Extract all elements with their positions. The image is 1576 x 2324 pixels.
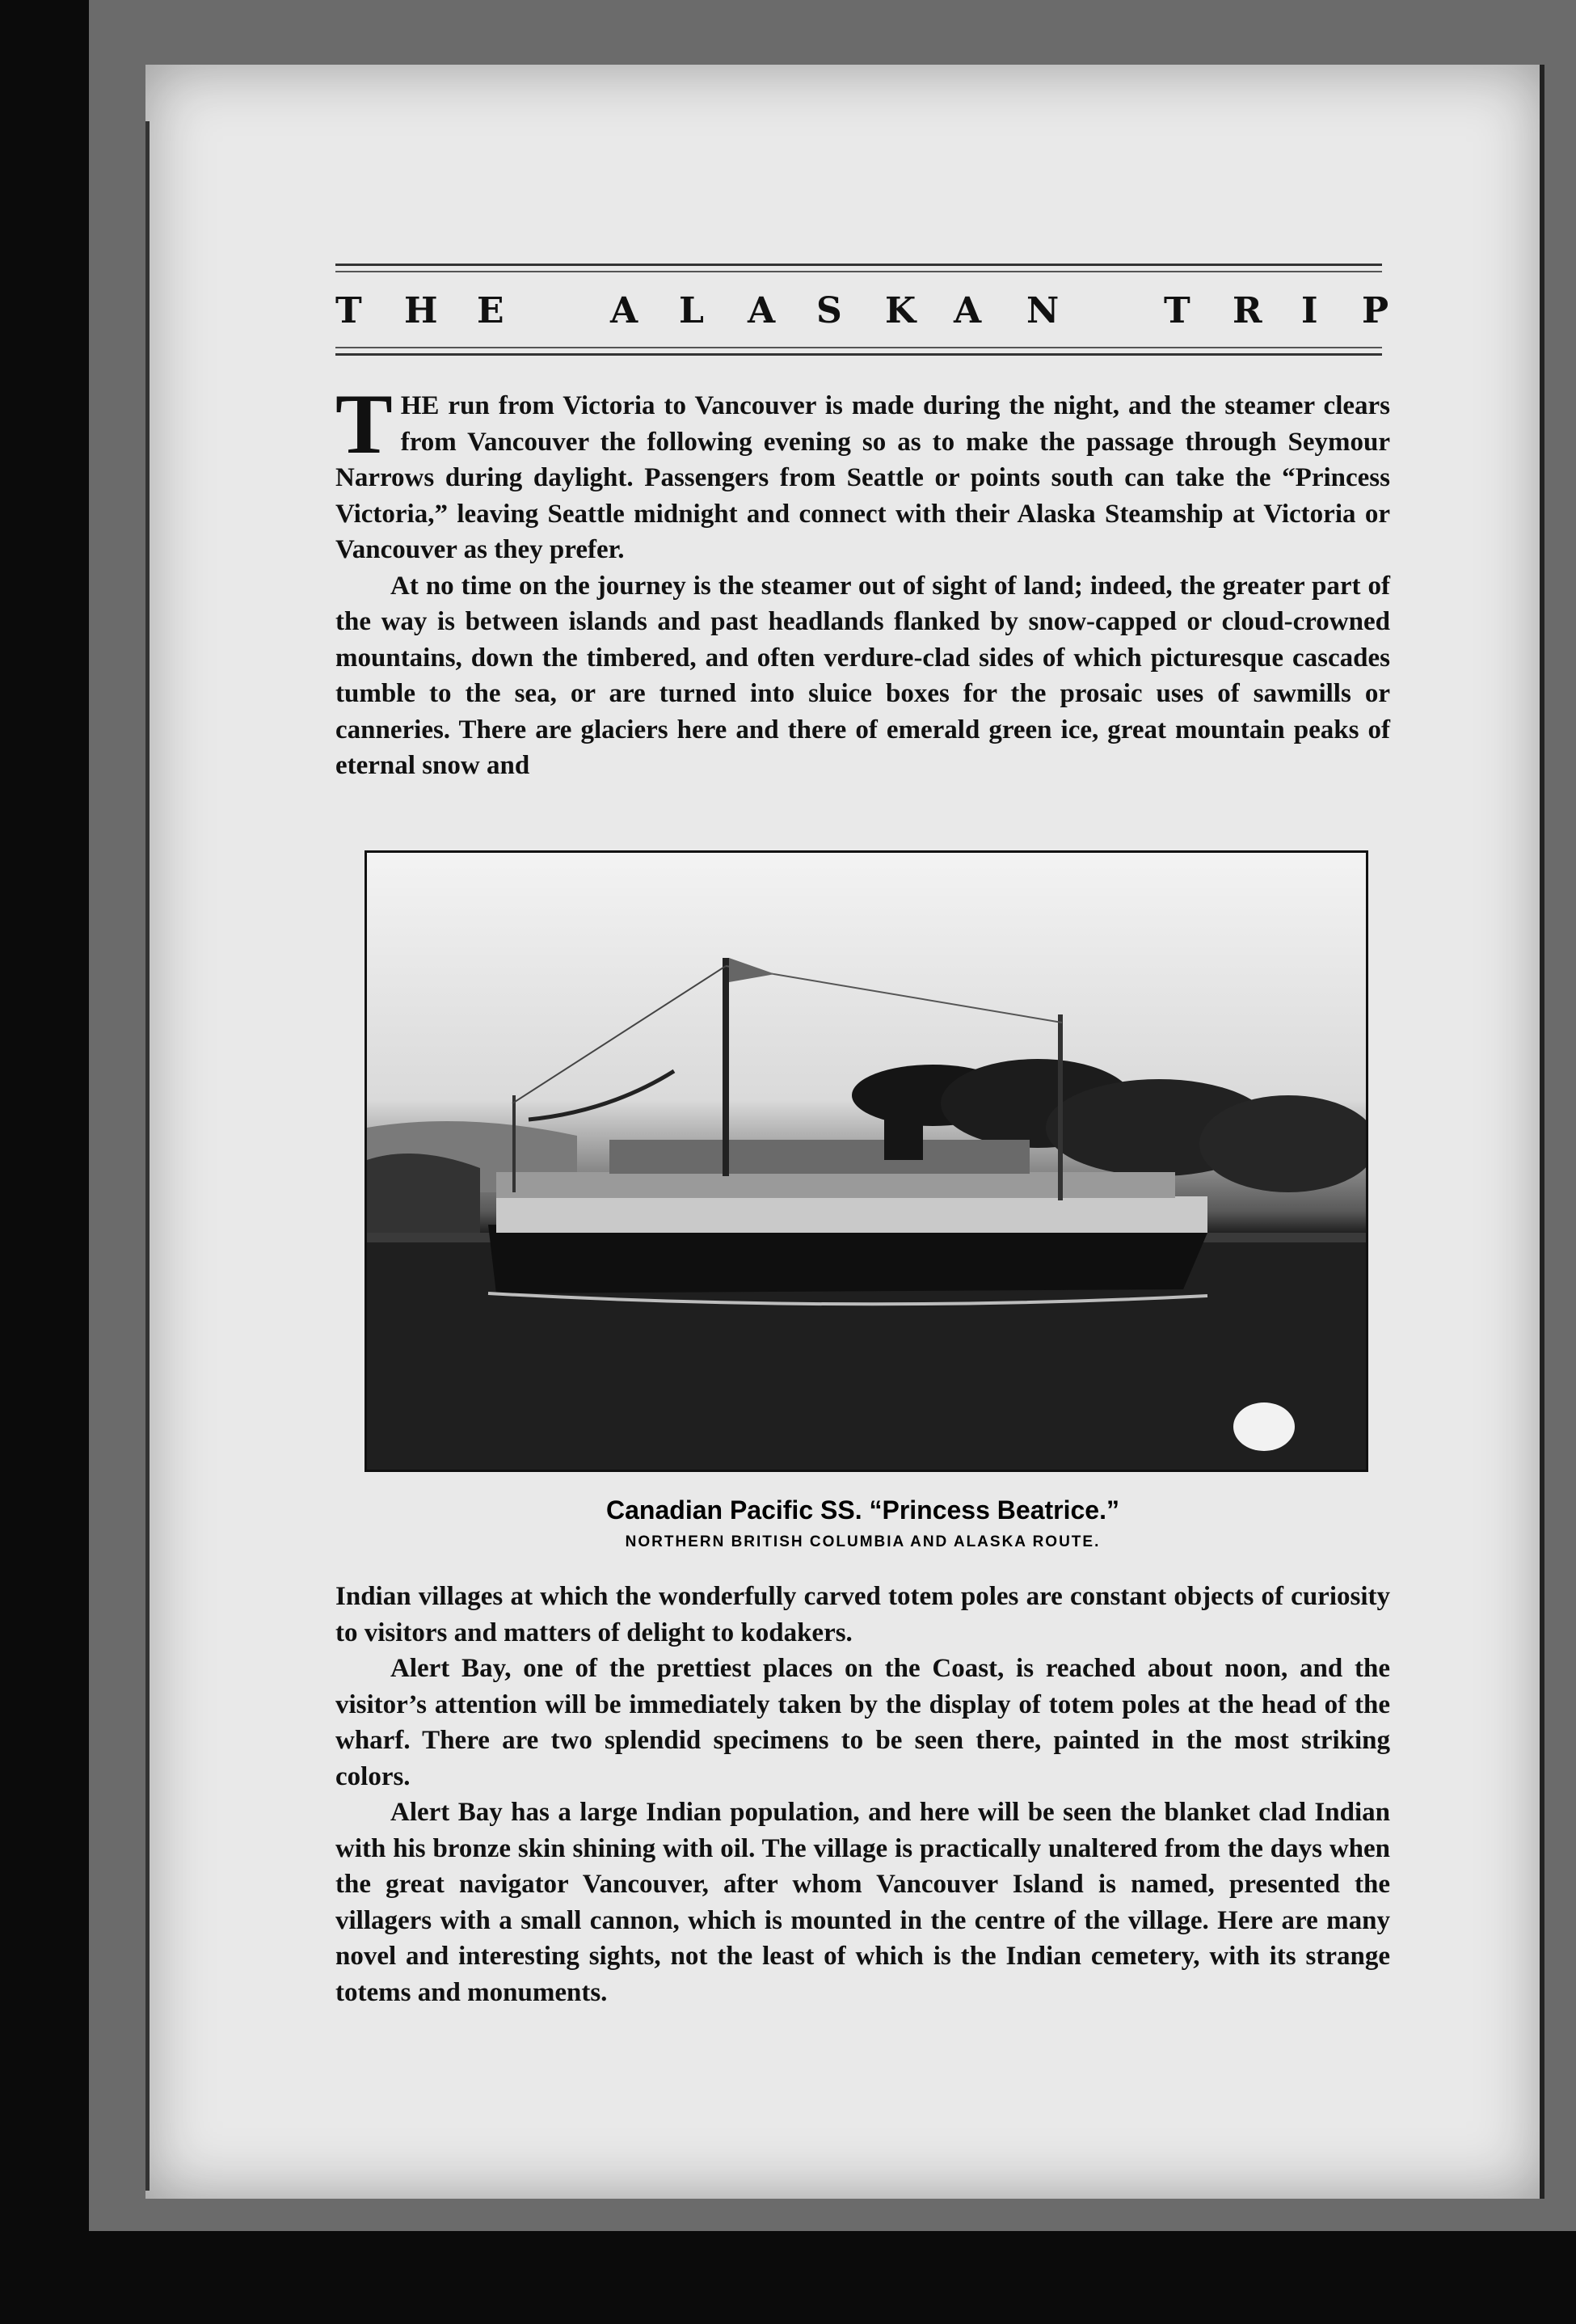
steamship-photo <box>365 850 1368 1472</box>
title-rule-top <box>335 264 1382 272</box>
page-border-left <box>145 121 150 2191</box>
title-letter: N <box>1026 290 1060 331</box>
title-letter: K <box>885 290 917 331</box>
lower-text <box>335 1579 1390 2010</box>
title-letter: H <box>404 290 438 331</box>
page-title <box>335 290 1390 331</box>
title-rule-bottom <box>335 347 1382 356</box>
title-letter: T <box>335 290 362 331</box>
title-letter: S <box>816 290 842 331</box>
title-letter: T <box>1164 290 1190 331</box>
paragraph-1 <box>335 377 1390 568</box>
drop-cap: T <box>335 377 393 471</box>
title-letter: A <box>610 290 638 331</box>
photo-caption: Canadian Pacific SS. “Princess Beatrice.” <box>606 1495 1119 1525</box>
title-letter: P <box>1362 290 1389 331</box>
page-border-right <box>1540 65 1544 2199</box>
photo-caption-block <box>335 1495 1390 1551</box>
title-letter: A <box>748 290 776 331</box>
title-letter: E <box>477 290 504 331</box>
title-letter: I <box>1301 290 1318 331</box>
paragraph-5: Alert Bay has a large Indian population, and here will be seen the blanket clad Indian with his bronze skin shining with oil. The village is practically unaltered from the days when the great navigator Vancouver, after whom Vancouver Island is named, presented the villagers with a small cannon, which is mounted in the centre of the village. Here are many novel and interesting sights, not the least of which is the Indian cemetery, with its strange totems and monuments. <box>335 1798 1390 2007</box>
paragraph-1-text: HE run from Victoria to Vancouver is made during the night, and the steamer clears from Vancouver the following evening so as to make the passage through Seymour Narrows during daylight. Passengers from Seattle or points south can take the “Princess Victoria,” leaving Seattle midnight and connect with their Alaska Steamship at Victoria or Vancouver as they prefer. <box>335 391 1390 564</box>
title-letter: L <box>679 290 704 331</box>
paragraph-3: Indian villages at which the wonderfully carved totem poles are constant objects of curiosity to visitors and matters of delight to kodakers. <box>335 1582 1390 1647</box>
paragraph-2: At no time on the journey is the steamer out of sight of land; indeed, the greater part of the way is between islands and past headlands flanked by snow-capped or cloud-crowned mountains, down the timbered, and often verdure-clad sides of which picturesque cascades tumble to the sea, or are turned into sluice boxes for the prosaic uses of sawmills or canneries. There are glaciers here and there of emerald green ice, great mountain peaks of eternal snow and <box>335 571 1390 780</box>
title-letter: A <box>954 290 982 331</box>
title-letter: R <box>1233 290 1262 331</box>
photo-subcaption: NORTHERN BRITISH COLUMBIA AND ALASKA ROUTE. <box>625 1533 1101 1550</box>
page-content <box>335 259 1390 784</box>
paragraph-4: Alert Bay, one of the prettiest places on the Coast, is reached about noon, and the visitor’s attention will be immediately taken by the display of totem poles at the head of the wharf. There are two splendid specimens to be seen there, painted in the most striking colors. <box>335 1654 1390 1791</box>
